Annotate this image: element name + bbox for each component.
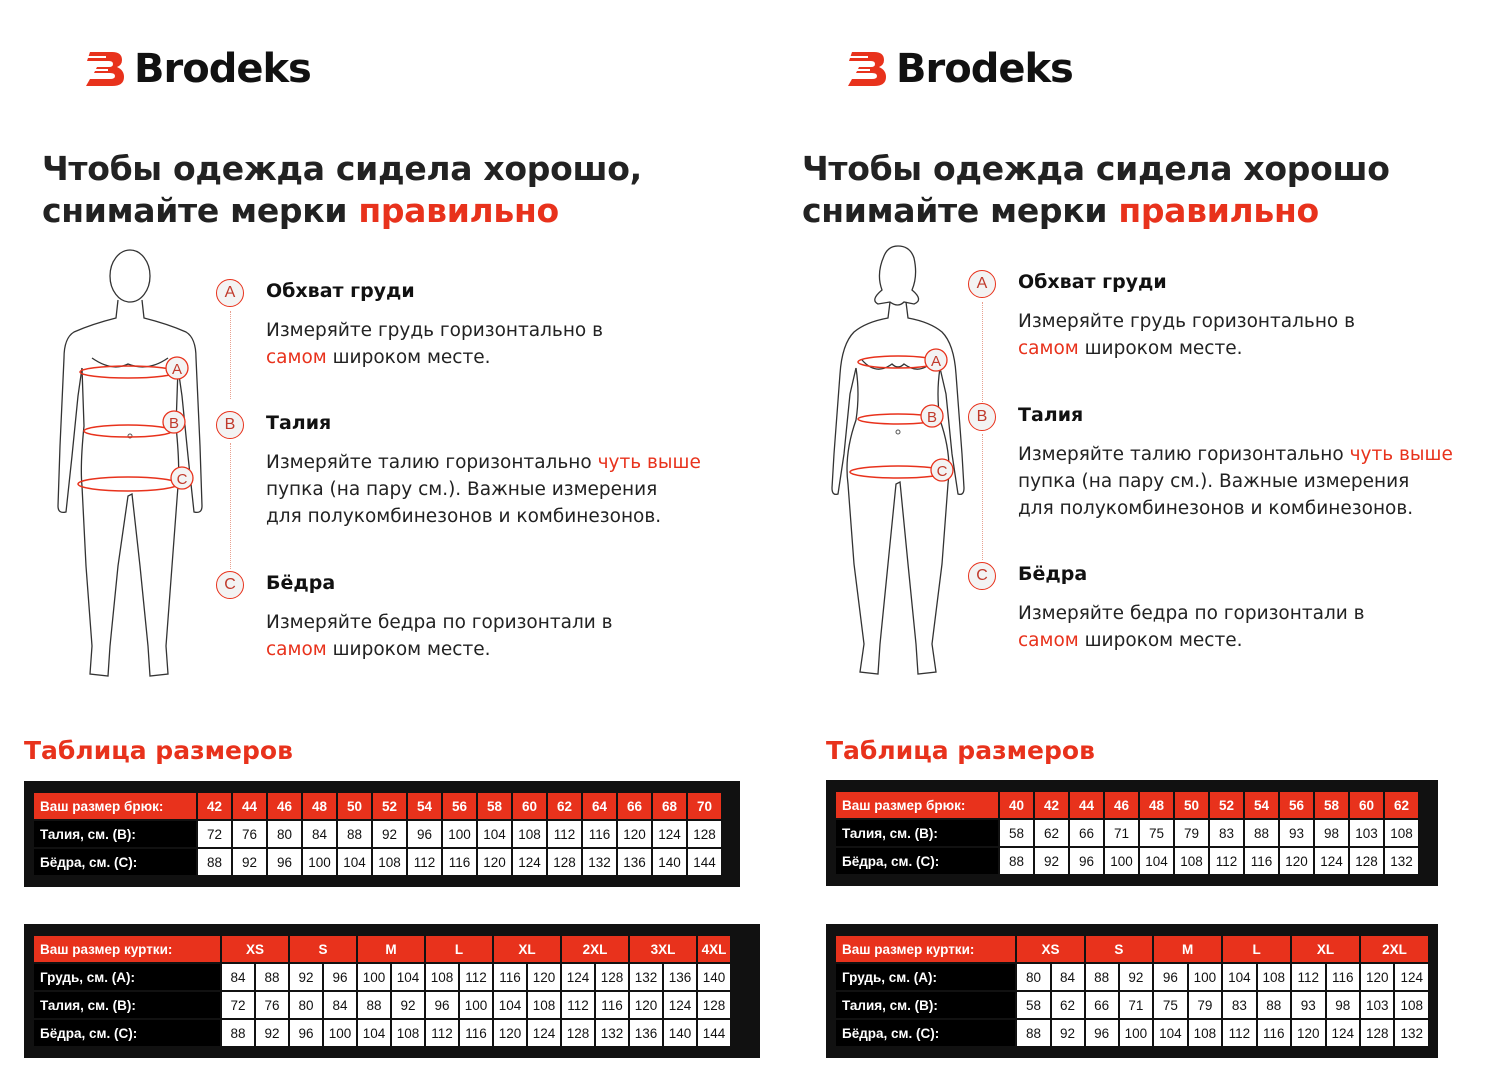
measure-hips-badge: C bbox=[968, 562, 996, 590]
value-cell: 128 bbox=[596, 964, 628, 990]
value-cell: 75 bbox=[1140, 820, 1173, 846]
size-header-cell: 4XL bbox=[698, 936, 730, 962]
value-cell: 124 bbox=[528, 1020, 560, 1046]
value-cell: 116 bbox=[460, 1020, 492, 1046]
male-left-arm bbox=[58, 300, 118, 512]
value-cell: 104 bbox=[1223, 964, 1255, 990]
value-cell: 120 bbox=[494, 1020, 526, 1046]
size-header-cell: 46 bbox=[268, 793, 301, 819]
value-cell: 104 bbox=[1154, 1020, 1186, 1046]
male-label-c bbox=[171, 467, 193, 489]
value-cell: 112 bbox=[1223, 1020, 1255, 1046]
row-label: Талия, см. (B): bbox=[34, 992, 220, 1018]
value-cell: 80 bbox=[1017, 964, 1049, 990]
value-cell: 100 bbox=[443, 821, 476, 847]
table-header-label: Ваш размер брюк: bbox=[34, 793, 196, 819]
measure-chest-desc: Измеряйте грудь горизонтально в самом широком месте. bbox=[266, 320, 604, 368]
value-cell: 62 bbox=[1035, 820, 1068, 846]
measure-waist-badge: B bbox=[968, 403, 996, 431]
size-header-cell: 48 bbox=[1140, 792, 1173, 818]
table-row bbox=[836, 992, 1428, 1018]
pants-size-table bbox=[32, 791, 723, 877]
brand-logo-icon bbox=[846, 48, 888, 90]
value-cell: 84 bbox=[1052, 964, 1084, 990]
value-cell: 104 bbox=[494, 992, 526, 1018]
female-label-a bbox=[925, 349, 947, 371]
female-label-b bbox=[921, 405, 943, 427]
female-label-a-text: A bbox=[930, 353, 942, 370]
value-cell: 100 bbox=[460, 992, 492, 1018]
value-cell: 92 bbox=[1035, 848, 1068, 874]
women-panel bbox=[760, 0, 1509, 1080]
male-label-c-text: C bbox=[176, 471, 188, 488]
value-cell: 124 bbox=[1327, 1020, 1359, 1046]
value-cell: 96 bbox=[408, 821, 441, 847]
female-label-c-text: C bbox=[936, 463, 948, 480]
value-cell: 128 bbox=[548, 849, 581, 875]
size-header-cell: 62 bbox=[548, 793, 581, 819]
value-cell: 128 bbox=[698, 992, 730, 1018]
value-cell: 136 bbox=[664, 964, 696, 990]
size-header-cell: L bbox=[1223, 936, 1290, 962]
value-cell: 116 bbox=[1258, 1020, 1290, 1046]
pants-size-table bbox=[834, 790, 1420, 876]
value-cell: 124 bbox=[513, 849, 546, 875]
headline-accent: правильно bbox=[1118, 191, 1319, 230]
value-cell: 108 bbox=[426, 964, 458, 990]
value-cell: 92 bbox=[290, 964, 322, 990]
value-cell: 83 bbox=[1223, 992, 1255, 1018]
size-header-cell: 42 bbox=[1035, 792, 1068, 818]
value-cell: 98 bbox=[1315, 820, 1348, 846]
row-label: Талия, см. (B): bbox=[34, 821, 196, 847]
value-cell: 136 bbox=[630, 1020, 662, 1046]
headline-line1: Чтобы одежда сидела хорошо bbox=[802, 149, 1390, 188]
size-header-cell: 58 bbox=[1315, 792, 1348, 818]
value-cell: 93 bbox=[1292, 992, 1324, 1018]
value-cell: 120 bbox=[478, 849, 511, 875]
headline-line2-start: снимайте мерки bbox=[42, 191, 359, 230]
measure-waist-desc: Измеряйте талию горизонтально чуть выше пупка (на пару см.). Важные измерения для полукомбинезонов и комбинезонов. bbox=[266, 452, 701, 527]
value-cell: 83 bbox=[1210, 820, 1243, 846]
value-cell: 88 bbox=[1258, 992, 1290, 1018]
value-cell: 88 bbox=[222, 1020, 254, 1046]
value-cell: 92 bbox=[373, 821, 406, 847]
headline bbox=[42, 148, 642, 232]
pants-table bbox=[826, 780, 1438, 886]
value-cell: 88 bbox=[1017, 1020, 1049, 1046]
table-row bbox=[836, 1020, 1428, 1046]
brand-logo-icon bbox=[84, 48, 126, 90]
value-cell: 103 bbox=[1361, 992, 1393, 1018]
value-cell: 88 bbox=[1086, 964, 1118, 990]
size-header-cell: XL bbox=[1292, 936, 1359, 962]
size-header-cell: 60 bbox=[1350, 792, 1383, 818]
headline-line2 bbox=[42, 190, 642, 232]
measure-chest-badge: A bbox=[216, 279, 244, 307]
size-header-cell: 62 bbox=[1385, 792, 1418, 818]
size-header-cell: 50 bbox=[338, 793, 371, 819]
value-cell: 140 bbox=[653, 849, 686, 875]
value-cell: 79 bbox=[1189, 992, 1221, 1018]
value-cell: 120 bbox=[1361, 964, 1393, 990]
value-cell: 104 bbox=[358, 1020, 390, 1046]
size-header-cell: S bbox=[290, 936, 356, 962]
value-cell: 108 bbox=[1189, 1020, 1221, 1046]
value-cell: 112 bbox=[460, 964, 492, 990]
size-header-cell: XS bbox=[1017, 936, 1083, 962]
measure-hips-desc: Измеряйте бедра по горизонтали в самом широком месте. bbox=[266, 612, 613, 660]
value-cell: 132 bbox=[630, 964, 662, 990]
jacket-table bbox=[826, 924, 1438, 1058]
value-cell: 112 bbox=[562, 992, 594, 1018]
pants-table bbox=[24, 781, 740, 887]
value-cell: 108 bbox=[528, 992, 560, 1018]
brand-name: Brodeks bbox=[896, 46, 1073, 92]
value-cell: 84 bbox=[222, 964, 254, 990]
value-cell: 108 bbox=[1258, 964, 1290, 990]
value-cell: 100 bbox=[1189, 964, 1221, 990]
value-cell: 72 bbox=[222, 992, 254, 1018]
table-header-row bbox=[34, 936, 730, 962]
jacket-table bbox=[24, 924, 760, 1058]
value-cell: 124 bbox=[1315, 848, 1348, 874]
size-header-cell: XS bbox=[222, 936, 288, 962]
value-cell: 88 bbox=[358, 992, 390, 1018]
size-header-cell: L bbox=[426, 936, 492, 962]
value-cell: 124 bbox=[653, 821, 686, 847]
size-header-cell: 46 bbox=[1105, 792, 1138, 818]
value-cell: 144 bbox=[698, 1020, 730, 1046]
value-cell: 116 bbox=[596, 992, 628, 1018]
value-cell: 120 bbox=[618, 821, 651, 847]
value-cell: 112 bbox=[426, 1020, 458, 1046]
size-header-cell: 40 bbox=[1000, 792, 1033, 818]
headline-line1: Чтобы одежда сидела хорошо, bbox=[42, 149, 642, 188]
value-cell: 66 bbox=[1086, 992, 1118, 1018]
value-cell: 76 bbox=[256, 992, 288, 1018]
value-cell: 96 bbox=[1086, 1020, 1118, 1046]
table-row bbox=[836, 820, 1418, 846]
headline-accent: правильно bbox=[358, 191, 559, 230]
size-header-cell: 44 bbox=[1070, 792, 1103, 818]
value-cell: 112 bbox=[1292, 964, 1324, 990]
size-header-cell: 42 bbox=[198, 793, 231, 819]
value-cell: 132 bbox=[596, 1020, 628, 1046]
row-label: Грудь, см. (A): bbox=[34, 964, 220, 990]
value-cell: 124 bbox=[1395, 964, 1428, 990]
table-row bbox=[34, 849, 721, 875]
value-cell: 120 bbox=[1280, 848, 1313, 874]
value-cell: 72 bbox=[198, 821, 231, 847]
value-cell: 144 bbox=[688, 849, 721, 875]
row-label: Бёдра, см. (C): bbox=[836, 1020, 1015, 1046]
value-cell: 79 bbox=[1175, 820, 1208, 846]
value-cell: 108 bbox=[1175, 848, 1208, 874]
value-cell: 140 bbox=[664, 1020, 696, 1046]
table-row bbox=[836, 848, 1418, 874]
table-row bbox=[34, 964, 730, 990]
men-panel bbox=[0, 0, 754, 1080]
table-header-label: Ваш размер куртки: bbox=[836, 936, 1015, 962]
value-cell: 116 bbox=[443, 849, 476, 875]
value-cell: 58 bbox=[1000, 820, 1033, 846]
size-header-cell: 52 bbox=[1210, 792, 1243, 818]
size-header-cell: 56 bbox=[443, 793, 476, 819]
male-body bbox=[81, 368, 178, 676]
size-header-cell: 54 bbox=[408, 793, 441, 819]
brand-logo bbox=[84, 46, 311, 92]
value-cell: 92 bbox=[233, 849, 266, 875]
jacket-size-table bbox=[32, 934, 732, 1048]
size-header-cell: 66 bbox=[618, 793, 651, 819]
value-cell: 104 bbox=[478, 821, 511, 847]
size-header-cell: 64 bbox=[583, 793, 616, 819]
headline-line2-start: снимайте мерки bbox=[802, 191, 1119, 230]
value-cell: 108 bbox=[392, 1020, 424, 1046]
value-cell: 116 bbox=[1245, 848, 1278, 874]
table-row bbox=[34, 1020, 730, 1046]
size-header-cell: 54 bbox=[1245, 792, 1278, 818]
table-header-label: Ваш размер брюк: bbox=[836, 792, 998, 818]
value-cell: 120 bbox=[528, 964, 560, 990]
value-cell: 136 bbox=[618, 849, 651, 875]
headline-line2 bbox=[802, 190, 1390, 232]
value-cell: 80 bbox=[290, 992, 322, 1018]
size-header-cell: M bbox=[358, 936, 424, 962]
female-head-hair bbox=[875, 246, 919, 305]
value-cell: 88 bbox=[1000, 848, 1033, 874]
value-cell: 66 bbox=[1070, 820, 1103, 846]
measure-hips-title: Бёдра bbox=[1018, 563, 1088, 585]
size-header-cell: 2XL bbox=[1361, 936, 1428, 962]
value-cell: 96 bbox=[426, 992, 458, 1018]
value-cell: 96 bbox=[1154, 964, 1186, 990]
value-cell: 104 bbox=[1140, 848, 1173, 874]
brand-name: Brodeks bbox=[134, 46, 311, 92]
value-cell: 80 bbox=[268, 821, 301, 847]
measure-hips-desc: Измеряйте бедра по горизонтали в самом широком месте. bbox=[1018, 603, 1365, 651]
value-cell: 98 bbox=[1327, 992, 1359, 1018]
jacket-size-table bbox=[834, 934, 1430, 1048]
value-cell: 92 bbox=[1052, 1020, 1084, 1046]
value-cell: 108 bbox=[373, 849, 406, 875]
value-cell: 88 bbox=[198, 849, 231, 875]
table-header-label: Ваш размер куртки: bbox=[34, 936, 220, 962]
value-cell: 88 bbox=[256, 964, 288, 990]
value-cell: 116 bbox=[583, 821, 616, 847]
measure-hips-badge: C bbox=[216, 571, 244, 599]
size-header-cell: 68 bbox=[653, 793, 686, 819]
measure-hips-title: Бёдра bbox=[266, 572, 336, 594]
size-table-title: Таблица размеров bbox=[24, 736, 293, 765]
value-cell: 112 bbox=[548, 821, 581, 847]
value-cell: 75 bbox=[1154, 992, 1186, 1018]
value-cell: 120 bbox=[1292, 1020, 1324, 1046]
table-header-row bbox=[836, 936, 1428, 962]
value-cell: 76 bbox=[233, 821, 266, 847]
table-row bbox=[836, 964, 1428, 990]
value-cell: 100 bbox=[303, 849, 336, 875]
measure-waist-desc: Измеряйте талию горизонтально чуть выше пупка (на пару см.). Важные измерения для полукомбинезонов и комбинезонов. bbox=[1018, 444, 1453, 519]
measure-waist-title: Талия bbox=[1018, 404, 1084, 426]
size-header-cell: 56 bbox=[1280, 792, 1313, 818]
female-figure bbox=[826, 244, 976, 684]
value-cell: 108 bbox=[513, 821, 546, 847]
size-header-cell: 3XL bbox=[630, 936, 696, 962]
value-cell: 71 bbox=[1105, 820, 1138, 846]
value-cell: 71 bbox=[1120, 992, 1152, 1018]
value-cell: 128 bbox=[688, 821, 721, 847]
brand-logo bbox=[846, 46, 1073, 92]
value-cell: 92 bbox=[256, 1020, 288, 1046]
row-label: Талия, см. (B): bbox=[836, 992, 1015, 1018]
value-cell: 132 bbox=[1385, 848, 1418, 874]
table-row bbox=[34, 992, 730, 1018]
size-header-cell: 50 bbox=[1175, 792, 1208, 818]
value-cell: 128 bbox=[562, 1020, 594, 1046]
headline bbox=[802, 148, 1390, 232]
value-cell: 140 bbox=[698, 964, 730, 990]
value-cell: 93 bbox=[1280, 820, 1313, 846]
value-cell: 116 bbox=[494, 964, 526, 990]
table-header-row bbox=[836, 792, 1418, 818]
size-header-cell: 60 bbox=[513, 793, 546, 819]
value-cell: 96 bbox=[324, 964, 356, 990]
female-label-c bbox=[931, 459, 953, 481]
value-cell: 108 bbox=[1395, 992, 1428, 1018]
value-cell: 100 bbox=[358, 964, 390, 990]
value-cell: 116 bbox=[1327, 964, 1359, 990]
male-label-b-text: B bbox=[168, 415, 180, 432]
value-cell: 112 bbox=[1210, 848, 1243, 874]
measure-chest-title: Обхват груди bbox=[266, 280, 415, 302]
size-table-title: Таблица размеров bbox=[826, 736, 1095, 765]
size-header-cell: S bbox=[1086, 936, 1153, 962]
table-header-row bbox=[34, 793, 721, 819]
male-label-a-text: A bbox=[171, 361, 183, 378]
male-figure bbox=[52, 246, 212, 686]
row-label: Бёдра, см. (C): bbox=[34, 849, 196, 875]
female-left-arm bbox=[832, 302, 890, 494]
value-cell: 100 bbox=[1120, 1020, 1152, 1046]
value-cell: 62 bbox=[1052, 992, 1084, 1018]
value-cell: 88 bbox=[1245, 820, 1278, 846]
value-cell: 108 bbox=[1385, 820, 1418, 846]
value-cell: 124 bbox=[664, 992, 696, 1018]
size-header-cell: 44 bbox=[233, 793, 266, 819]
size-header-cell: 58 bbox=[478, 793, 511, 819]
value-cell: 100 bbox=[1105, 848, 1138, 874]
value-cell: 96 bbox=[268, 849, 301, 875]
value-cell: 84 bbox=[303, 821, 336, 847]
size-header-cell: 2XL bbox=[562, 936, 628, 962]
size-header-cell: M bbox=[1154, 936, 1221, 962]
row-label: Талия, см. (B): bbox=[836, 820, 998, 846]
value-cell: 132 bbox=[1395, 1020, 1428, 1046]
table-row bbox=[34, 821, 721, 847]
size-header-cell: 48 bbox=[303, 793, 336, 819]
size-header-cell: XL bbox=[494, 936, 560, 962]
female-label-b-text: B bbox=[926, 409, 938, 426]
value-cell: 92 bbox=[392, 992, 424, 1018]
size-header-cell: 52 bbox=[373, 793, 406, 819]
measure-waist-title: Талия bbox=[266, 412, 332, 434]
value-cell: 128 bbox=[1350, 848, 1383, 874]
value-cell: 132 bbox=[583, 849, 616, 875]
size-header-cell: 70 bbox=[688, 793, 721, 819]
value-cell: 84 bbox=[324, 992, 356, 1018]
measure-waist-badge: B bbox=[216, 411, 244, 439]
male-label-b bbox=[163, 411, 185, 433]
measure-chest-badge: A bbox=[968, 270, 996, 298]
row-label: Грудь, см. (A): bbox=[836, 964, 1015, 990]
value-cell: 58 bbox=[1017, 992, 1049, 1018]
value-cell: 88 bbox=[338, 821, 371, 847]
value-cell: 100 bbox=[324, 1020, 356, 1046]
row-label: Бёдра, см. (C): bbox=[34, 1020, 220, 1046]
value-cell: 96 bbox=[1070, 848, 1103, 874]
value-cell: 92 bbox=[1120, 964, 1152, 990]
value-cell: 104 bbox=[392, 964, 424, 990]
measure-chest-title: Обхват груди bbox=[1018, 271, 1167, 293]
value-cell: 104 bbox=[338, 849, 371, 875]
value-cell: 112 bbox=[408, 849, 441, 875]
value-cell: 120 bbox=[630, 992, 662, 1018]
measure-chest-desc: Измеряйте грудь горизонтально в самом широком месте. bbox=[1018, 311, 1356, 359]
value-cell: 103 bbox=[1350, 820, 1383, 846]
row-label: Бёдра, см. (C): bbox=[836, 848, 998, 874]
value-cell: 128 bbox=[1361, 1020, 1393, 1046]
male-head bbox=[110, 250, 150, 302]
male-label-a bbox=[166, 357, 188, 379]
value-cell: 124 bbox=[562, 964, 594, 990]
value-cell: 96 bbox=[290, 1020, 322, 1046]
